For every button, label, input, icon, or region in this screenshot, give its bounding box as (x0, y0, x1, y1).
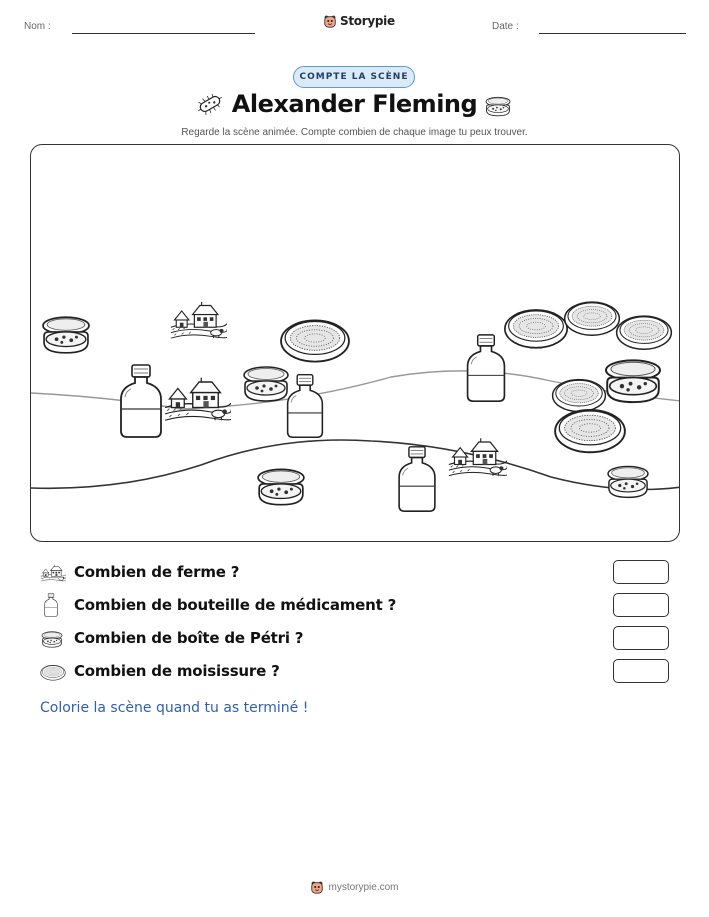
question-text: Combien de moisissure ? (74, 662, 280, 680)
mold-5 (553, 380, 606, 412)
question-text: Combien de ferme ? (74, 563, 240, 581)
mold-4 (617, 316, 672, 349)
footer-url[interactable]: mystorypie.com (328, 881, 399, 893)
question-row-petri (40, 626, 670, 652)
medicine-bottle-1 (121, 365, 161, 437)
question-text: Combien de bouteille de médicament ? (74, 596, 397, 614)
mold-3 (565, 302, 620, 335)
petri-dish-3 (258, 469, 304, 504)
date-line[interactable] (539, 33, 686, 34)
farm-1 (171, 302, 228, 338)
answer-box-petri[interactable] (613, 626, 669, 650)
page-title: Alexander Fleming (231, 90, 478, 118)
footer (0, 880, 709, 894)
mold-icon (40, 663, 66, 681)
mold-1 (281, 320, 349, 361)
mold-2 (505, 310, 567, 348)
medicine-bottle-4 (399, 447, 435, 511)
question-row-mold (40, 659, 670, 685)
question-text: Combien de boîte de Pétri ? (74, 629, 304, 647)
coloring-instruction: Colorie la scène quand tu as terminé ! (40, 700, 309, 716)
activity-badge: COMPTE LA SCÈNE (293, 66, 415, 88)
medicine-bottle-3 (468, 335, 505, 401)
date-label: Date : (492, 21, 519, 32)
brand-name: Storypie (340, 14, 395, 28)
counting-scene (30, 144, 680, 542)
scene-illustration (31, 145, 680, 542)
mascot-icon (323, 14, 337, 28)
question-row-bottle (40, 593, 670, 619)
question-row-farm (40, 560, 670, 586)
answer-box-bottle[interactable] (613, 593, 669, 617)
petri-dish-icon (40, 629, 64, 649)
storypie-logo (323, 14, 395, 28)
name-line[interactable] (72, 33, 255, 34)
name-label: Nom : (24, 21, 51, 32)
medicine-bottle-2 (288, 375, 323, 438)
petri-dish-5 (608, 466, 648, 497)
farm-3 (449, 438, 508, 476)
medicine-bottle-icon (42, 593, 60, 617)
mascot-icon (310, 880, 324, 894)
answer-box-farm[interactable] (613, 560, 669, 584)
petri-dish-2 (244, 367, 288, 401)
petri-dish-4 (606, 360, 660, 402)
farm-2 (165, 378, 232, 421)
answer-box-mold[interactable] (613, 659, 669, 683)
instructions: Regarde la scène animée. Compte combien de chaque image tu peux trouver. (181, 127, 528, 138)
farm-icon (40, 563, 66, 583)
petri-dish-icon (484, 94, 512, 118)
petri-dish-1 (43, 317, 89, 353)
mold-6 (555, 410, 625, 452)
